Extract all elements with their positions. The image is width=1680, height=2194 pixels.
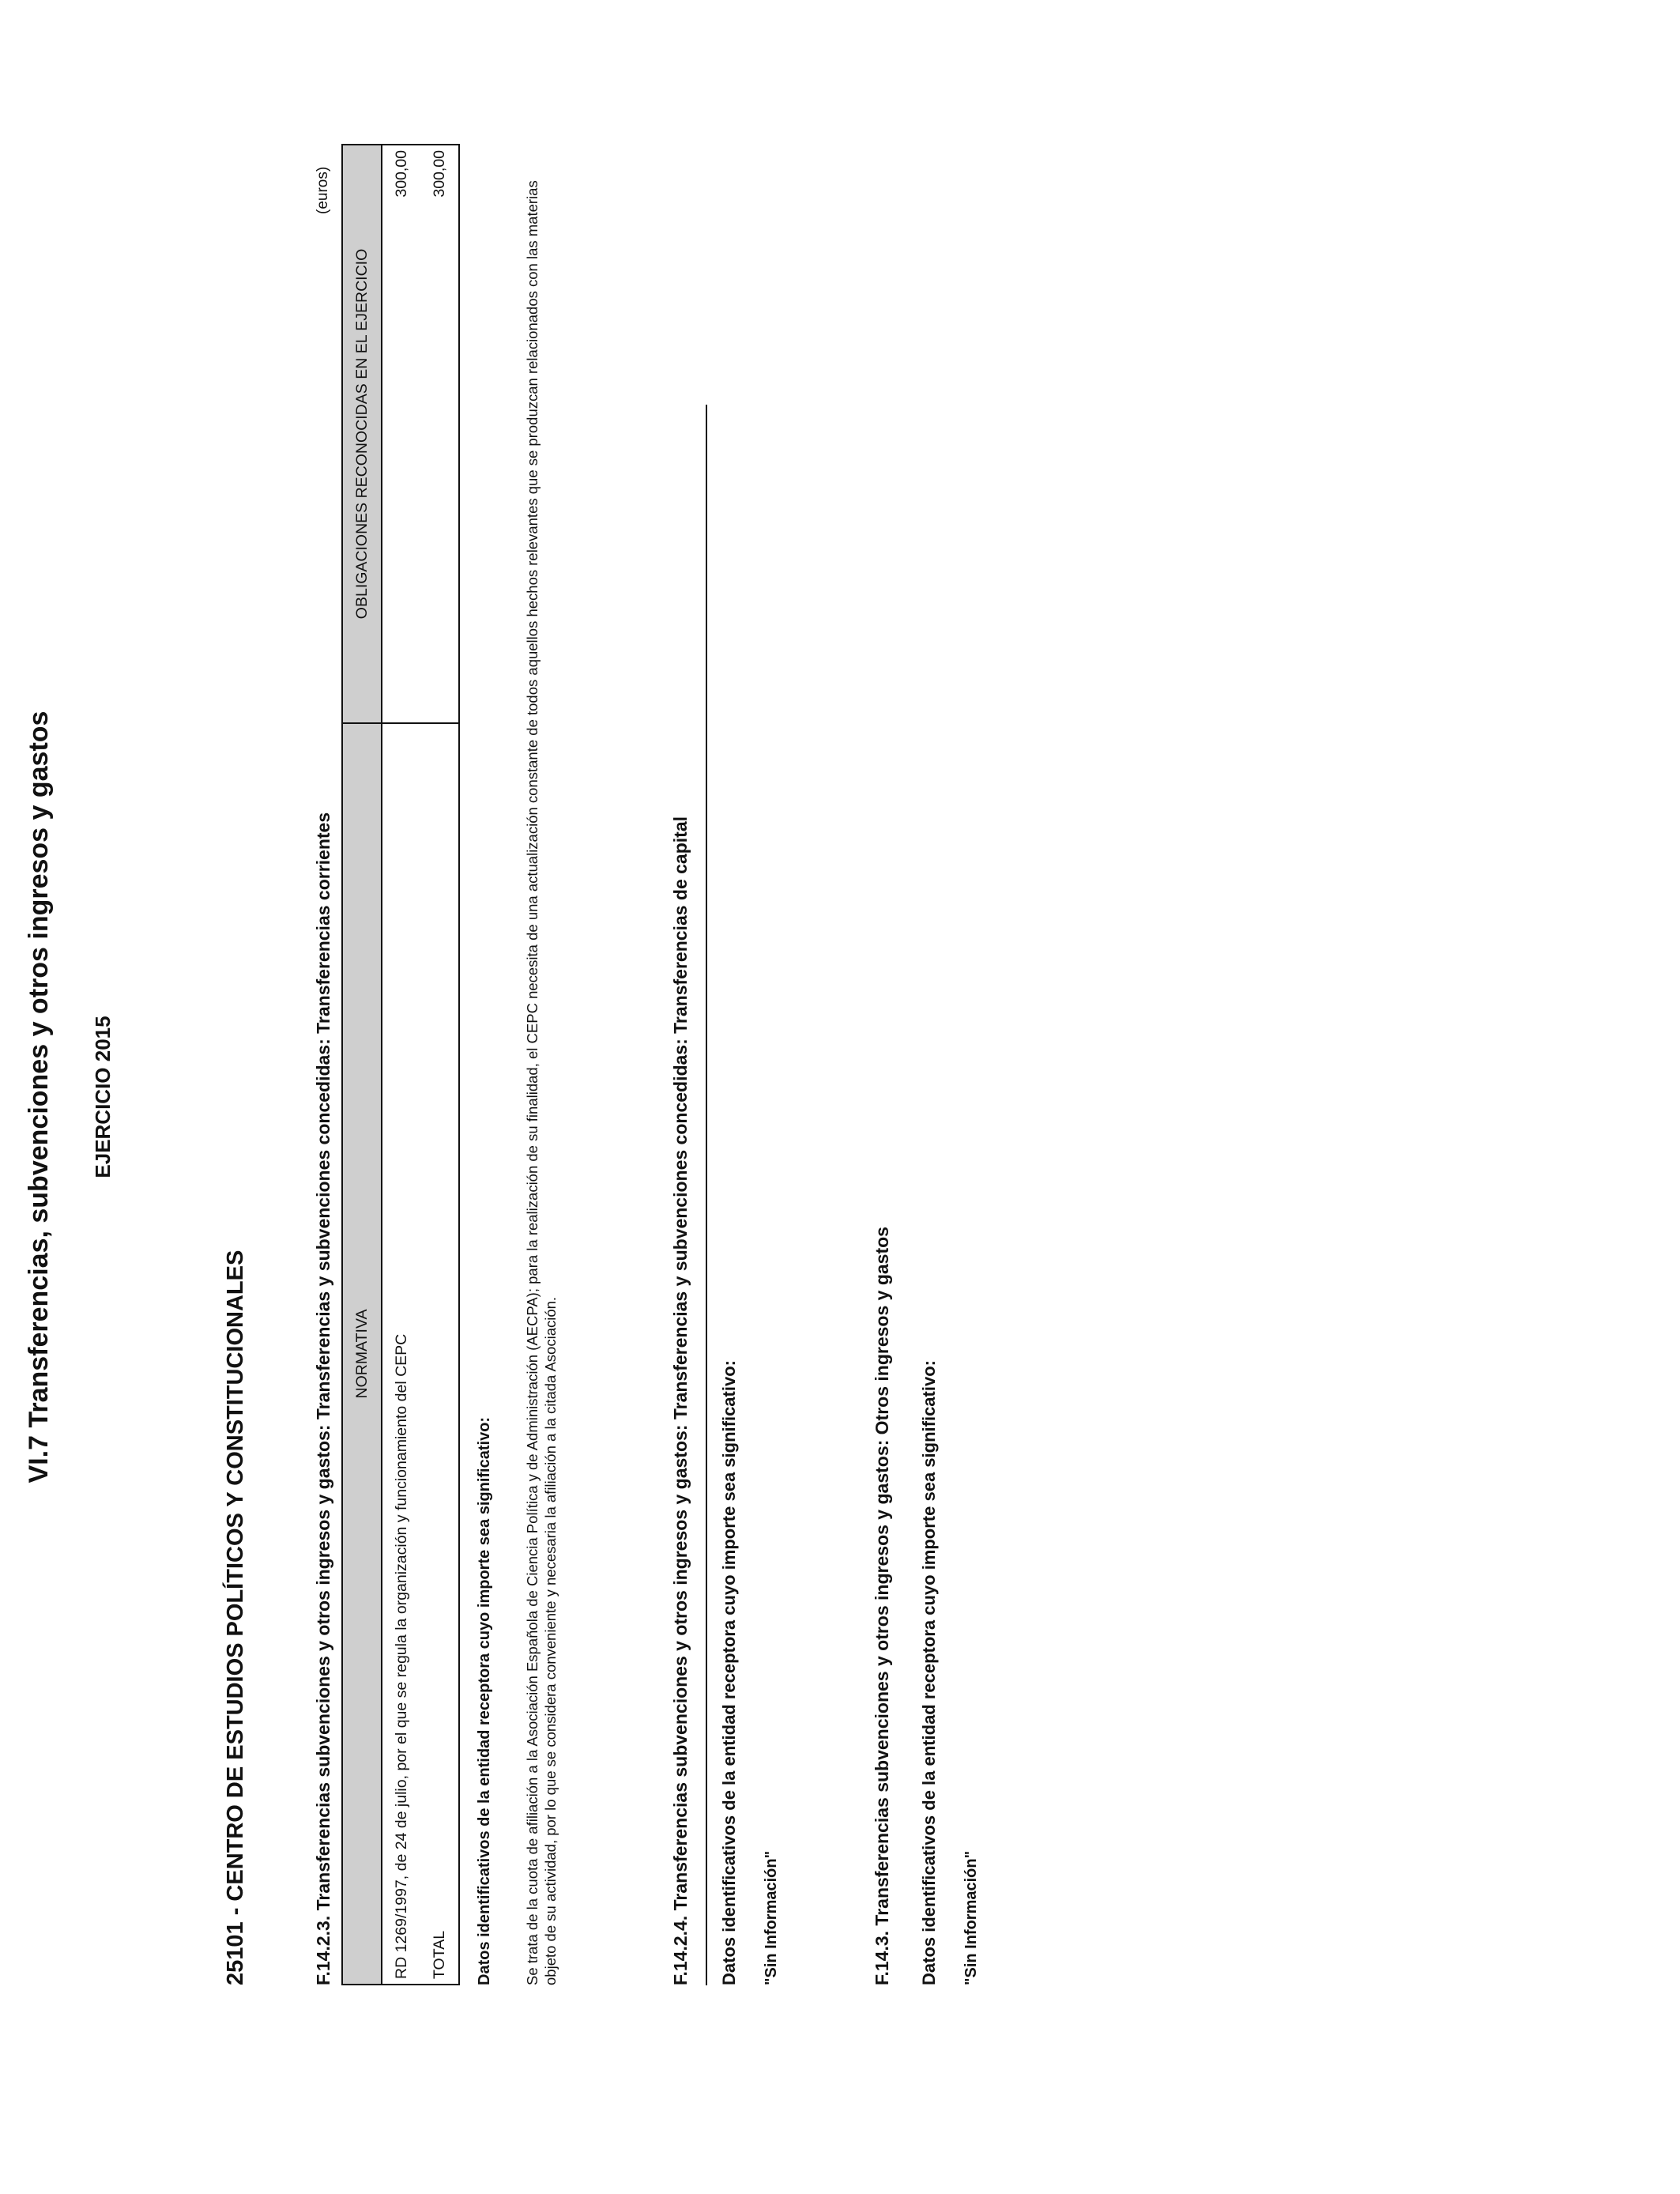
table-row [382,145,420,1985]
recipient-data-label: Datos identificativos de la entidad receptora cuyo importe sea significativo: [476,1416,493,1985]
section-heading-transferencias-capital: F.14.2.4. Transferencias subvenciones y otros ingresos y gastos: Transferencias y subvenciones concedidas: Transferencias de capital [670,816,691,1985]
unit-label: (euros) [315,166,331,214]
recipient-data-label: Datos identificativos de la entidad receptora cuyo importe sea significativo: [719,1360,739,1985]
section-divider [706,405,707,1985]
cell-total-label: TOTAL [420,723,459,1985]
table-header-row [342,145,382,1985]
cell-importe: 300,00 [382,145,420,723]
table-row-total [420,145,459,1985]
sin-informacion-text: "Sin Información" [763,1850,780,1985]
recipient-data-text: Se trata de la cuota de afiliación a la Asociación Española de Ciencia Política y de Administración (AECPA); para la realización de su finalidad, el CEPC necesita de una actualización constante de todos aquellos hechos relevantes que se produzcan relacionados con las materias objeto de su actividad, por lo que se considera conveniente y necesaria la afiliación a la citada Asociación. [524,180,559,1985]
cell-total-importe: 300,00 [420,145,459,723]
column-header-normativa: NORMATIVA [342,723,382,1985]
fiscal-year: EJERCICIO 2015 [91,1016,115,1178]
section-heading-otros-ingresos-gastos: F.14.3. Transferencias subvenciones y otros ingresos y gastos: Otros ingresos y gastos [872,1227,892,1985]
entity-name: 25101 - CENTRO DE ESTUDIOS POLÍTICOS Y CONSTITUCIONALES [223,1250,248,1985]
recipient-data-label: Datos identificativos de la entidad receptora cuyo importe sea significativo: [919,1360,939,1985]
sin-informacion-text: "Sin Información" [962,1850,980,1985]
column-header-obligaciones: OBLIGACIONES RECONOCIDAS EN EL EJERCICIO [342,145,382,723]
cell-normativa: RD 1269/1997, de 24 de julio, por el que se regula la organización y funcionamiento del CEPC [382,723,420,1985]
page-title: VI.7 Transferencias, subvenciones y otros ingresos y gastos [24,711,54,1483]
section-heading-transferencias-corrientes: F.14.2.3. Transferencias subvenciones y otros ingresos y gastos: Transferencias y subvenciones concedidas: Transferencias corrientes [313,812,333,1985]
transferencias-table [341,144,460,1985]
